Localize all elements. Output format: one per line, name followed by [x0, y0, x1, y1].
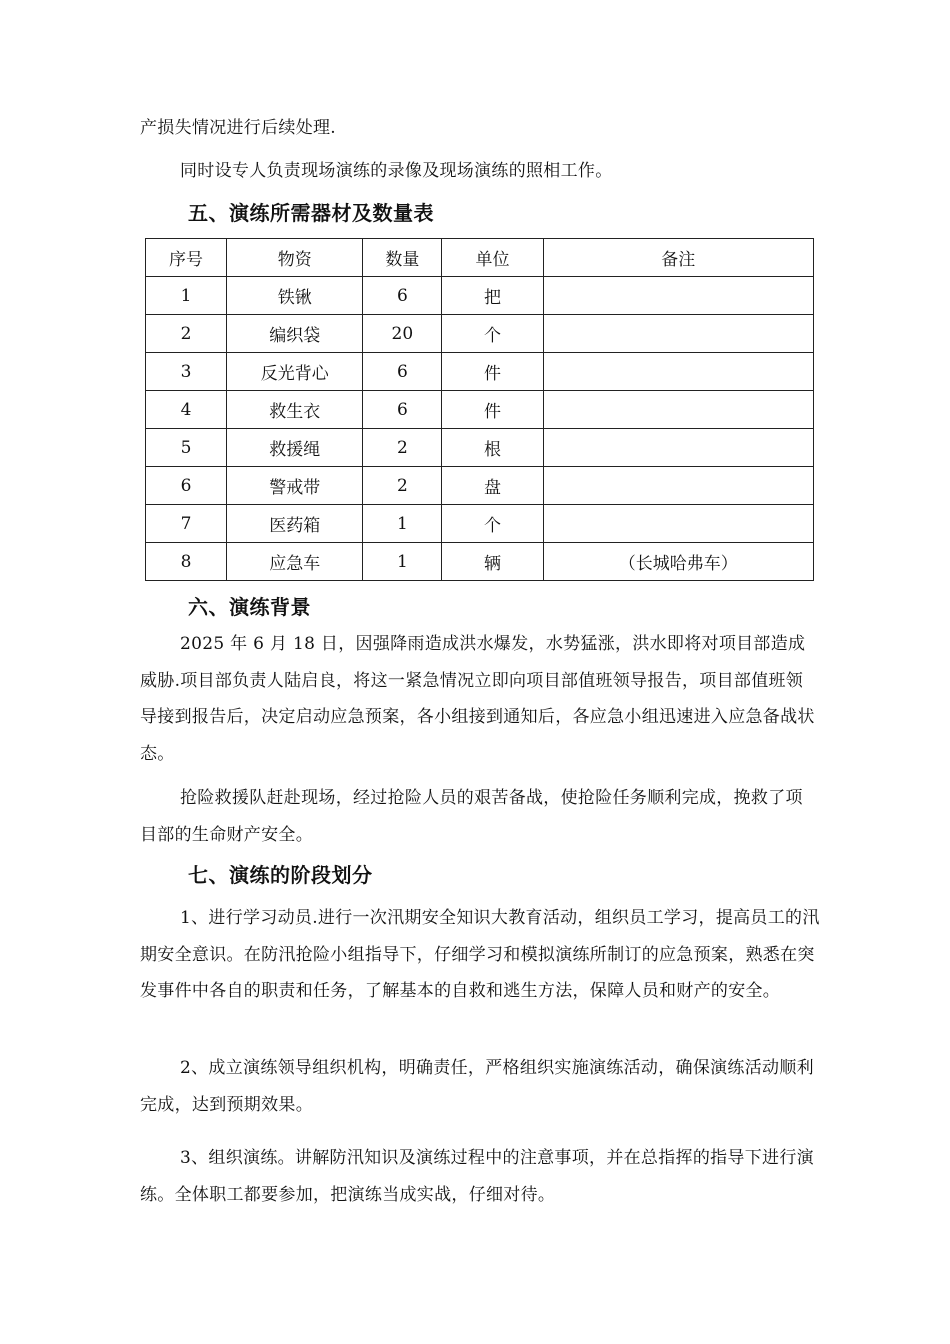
cell-unit: 件 [442, 391, 543, 429]
header-unit: 单位 [442, 239, 543, 277]
cell-unit: 个 [442, 315, 543, 353]
cell-qty: 2 [363, 467, 442, 505]
table-row [146, 505, 814, 543]
cell-note [543, 353, 813, 391]
section5-heading: 五、演练所需器材及数量表 [188, 201, 434, 225]
materials-table [145, 238, 814, 581]
cell-unit: 把 [442, 277, 543, 315]
cell-note: （长城哈弗车） [543, 543, 813, 581]
section6-paragraph-2: 抢险救援队赶赴现场，经过抢险人员的艰苦备战，使抢险任务顺利完成，挽救了项目部的生命财产安全。 [140, 788, 803, 845]
cell-note [543, 429, 813, 467]
section7-heading: 七、演练的阶段划分 [188, 863, 373, 887]
cell-seq: 5 [146, 429, 227, 467]
cell-item: 反光背心 [227, 353, 363, 391]
cell-qty: 20 [363, 315, 442, 353]
cell-note [543, 315, 813, 353]
cell-qty: 2 [363, 429, 442, 467]
cell-seq: 2 [146, 315, 227, 353]
cell-item: 编织袋 [227, 315, 363, 353]
table-row [146, 391, 814, 429]
section7-paragraph-2: 2、成立演练领导组织机构，明确责任，严格组织实施演练活动，确保演练活动顺利完成，达到预期效果。 [140, 1058, 814, 1115]
cell-seq: 8 [146, 543, 227, 581]
cell-note [543, 505, 813, 543]
header-item: 物资 [227, 239, 363, 277]
header-seq: 序号 [146, 239, 227, 277]
cell-qty: 6 [363, 391, 442, 429]
cell-unit: 件 [442, 353, 543, 391]
cell-item: 医药箱 [227, 505, 363, 543]
cell-unit: 辆 [442, 543, 543, 581]
cell-item: 救援绳 [227, 429, 363, 467]
table-row [146, 315, 814, 353]
section7-paragraph-3: 3、组织演练。讲解防汛知识及演练过程中的注意事项，并在总指挥的指导下进行演练。全体职工都要参加，把演练当成实战，仔细对待。 [140, 1148, 814, 1205]
cell-seq: 4 [146, 391, 227, 429]
cell-qty: 6 [363, 277, 442, 315]
cell-note [543, 467, 813, 505]
cell-qty: 1 [363, 505, 442, 543]
intro-line-2: 同时设专人负责现场演练的录像及现场演练的照相工作。 [180, 161, 613, 181]
cell-seq: 3 [146, 353, 227, 391]
table-row [146, 429, 814, 467]
intro-line-1: 产损失情况进行后续处理. [140, 118, 337, 138]
cell-unit: 根 [442, 429, 543, 467]
cell-item: 警戒带 [227, 467, 363, 505]
cell-unit: 盘 [442, 467, 543, 505]
cell-note [543, 391, 813, 429]
table-row [146, 353, 814, 391]
cell-qty: 1 [363, 543, 442, 581]
cell-note [543, 277, 813, 315]
table-row [146, 543, 814, 581]
table-header-row [146, 239, 814, 277]
section6-paragraph-1: 2025 年 6 月 18 日，因强降雨造成洪水爆发，水势猛涨，洪水即将对项目部造成威胁.项目部负责人陆启良，将这一紧急情况立即向项目部值班领导报告，项目部值班领导接到报告后，决定启动应急预案，各小组接到通知后，各应急小组迅速进入应急备战状态。 [140, 634, 815, 764]
table-row [146, 467, 814, 505]
cell-seq: 6 [146, 467, 227, 505]
cell-item: 应急车 [227, 543, 363, 581]
cell-seq: 1 [146, 277, 227, 315]
cell-seq: 7 [146, 505, 227, 543]
header-qty: 数量 [363, 239, 442, 277]
section7-paragraph-1: 1、进行学习动员.进行一次汛期安全知识大教育活动，组织员工学习，提高员工的汛期安全意识。在防汛抢险小组指导下，仔细学习和模拟演练所制订的应急预案，熟悉在突发事件中各自的职责和任务，了解基本的自救和逃生方法，保障人员和财产的安全。 [140, 908, 820, 1001]
table-row [146, 277, 814, 315]
header-note: 备注 [543, 239, 813, 277]
section6-heading: 六、演练背景 [188, 595, 311, 619]
cell-item: 铁锹 [227, 277, 363, 315]
cell-qty: 6 [363, 353, 442, 391]
cell-unit: 个 [442, 505, 543, 543]
cell-item: 救生衣 [227, 391, 363, 429]
